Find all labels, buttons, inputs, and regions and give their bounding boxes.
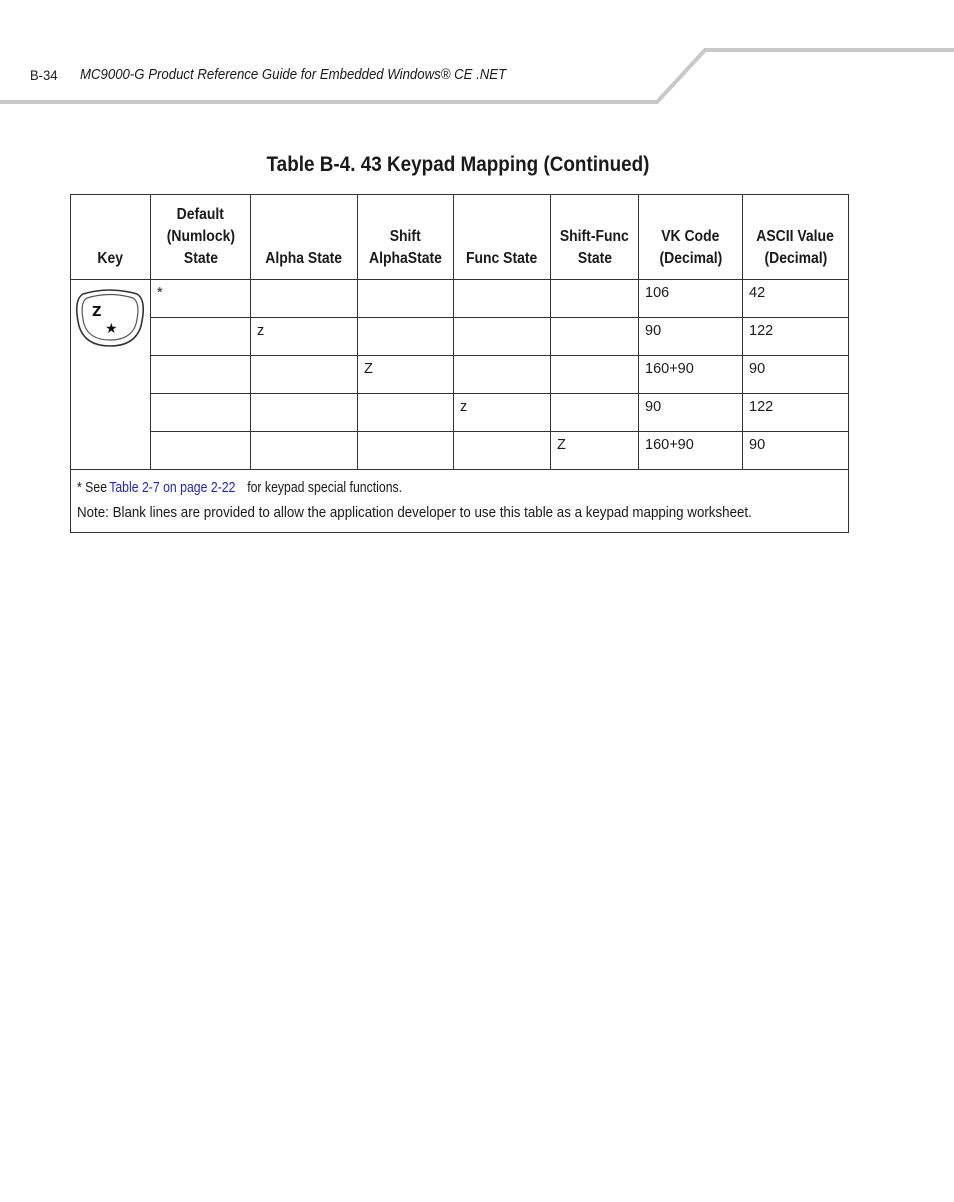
cell-alpha: z [251, 318, 358, 356]
table-caption: Table B-4. 43 Keypad Mapping (Continued) [266, 153, 650, 176]
table-row [71, 318, 849, 356]
footnote [77, 476, 842, 501]
col-header-default: Default (Numlock) State [151, 195, 251, 280]
col-header-shift-alpha: Shift AlphaState [358, 195, 454, 280]
cell-alpha [251, 432, 358, 470]
table-row [71, 280, 849, 318]
cell-vk-code: 160+90 [639, 432, 743, 470]
table-notes-row [71, 470, 849, 533]
cell-ascii: 90 [743, 432, 849, 470]
col-header-alpha: Alpha State [251, 195, 358, 280]
cell-default [151, 394, 251, 432]
table-row [71, 356, 849, 394]
cell-shift-func [551, 394, 639, 432]
footnote-suffix: for keypad special functions. [246, 480, 402, 496]
cell-default [151, 318, 251, 356]
col-header-ascii: ASCII Value (Decimal) [743, 195, 849, 280]
cell-ascii: 90 [743, 356, 849, 394]
cell-shift-alpha [358, 280, 454, 318]
key-cell [71, 280, 151, 470]
cell-func: z [454, 394, 551, 432]
cell-vk-code: 90 [639, 394, 743, 432]
cell-ascii: 122 [743, 318, 849, 356]
table-notes [71, 470, 849, 533]
cell-shift-alpha [358, 432, 454, 470]
cell-func [454, 356, 551, 394]
cell-default [151, 432, 251, 470]
col-header-key: Key [71, 195, 151, 280]
cell-shift-alpha [358, 394, 454, 432]
cell-func [454, 432, 551, 470]
table-header-row [71, 195, 849, 280]
document-title: MC9000-G Product Reference Guide for Embedded Windows® CE .NET [80, 67, 507, 83]
keypad-mapping-table [70, 194, 849, 533]
cell-default [151, 356, 251, 394]
cell-default: * [151, 280, 251, 318]
cell-ascii: 42 [743, 280, 849, 318]
table-2-7-link[interactable]: Table 2-7 on page 2-22 [109, 480, 236, 496]
cell-ascii: 122 [743, 394, 849, 432]
table-row [71, 432, 849, 470]
cell-shift-func: Z [551, 432, 639, 470]
cell-alpha [251, 394, 358, 432]
cell-vk-code: 160+90 [639, 356, 743, 394]
cell-func [454, 318, 551, 356]
cell-shift-alpha: Z [358, 356, 454, 394]
cell-alpha [251, 280, 358, 318]
cell-shift-alpha [358, 318, 454, 356]
cell-vk-code: 90 [639, 318, 743, 356]
svg-text:Z: Z [92, 305, 102, 320]
table-row [71, 394, 849, 432]
cell-shift-func [551, 318, 639, 356]
cell-shift-func [551, 280, 639, 318]
footnote-prefix: * See [77, 480, 108, 496]
cell-vk-code: 106 [639, 280, 743, 318]
z-star-key-icon [75, 288, 145, 348]
col-header-func: Func State [454, 195, 551, 280]
cell-alpha [251, 356, 358, 394]
header-rule-graphic [0, 0, 954, 110]
cell-shift-func [551, 356, 639, 394]
cell-func [454, 280, 551, 318]
col-header-vk-code: VK Code (Decimal) [639, 195, 743, 280]
col-header-shift-func: Shift-Func State [551, 195, 639, 280]
svg-text:★: ★ [105, 321, 118, 337]
page-number: B-34 [30, 67, 58, 83]
worksheet-note: Note: Blank lines are provided to allow the application developer to use this table as a keypad mapping worksheet. [77, 505, 752, 521]
